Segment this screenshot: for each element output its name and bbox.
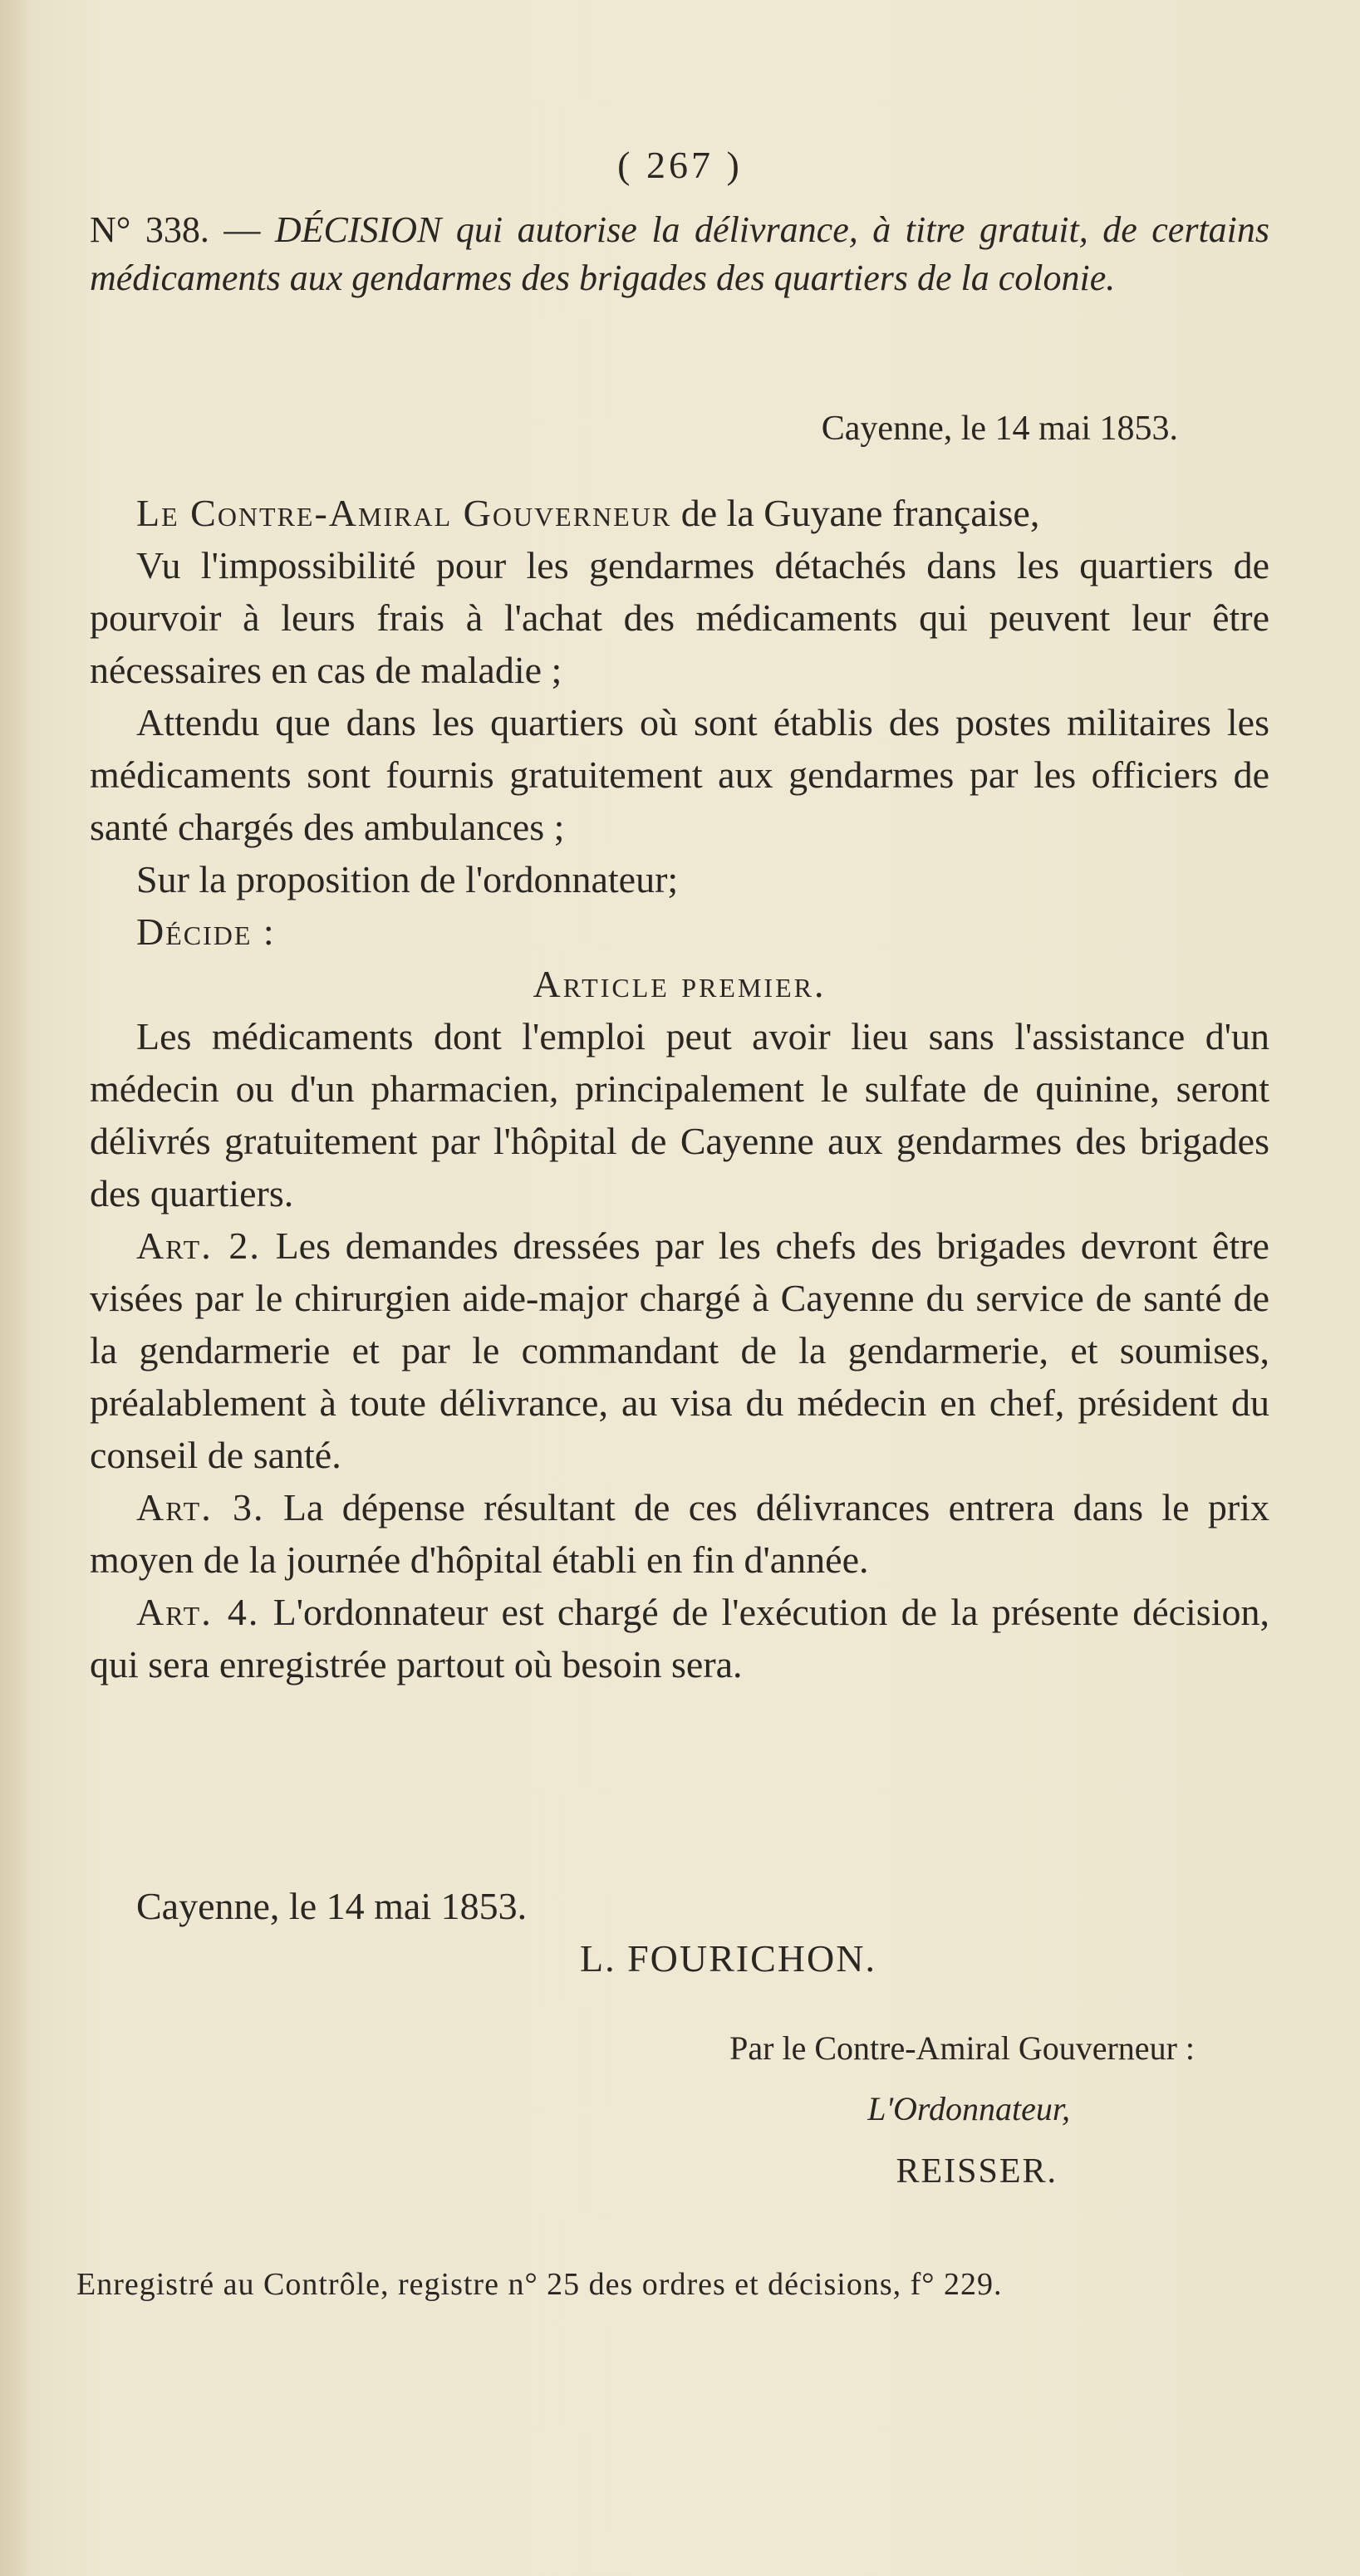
decision-body <box>90 487 1269 1690</box>
article-4 <box>90 1586 1269 1690</box>
considerant-2: Attendu que dans les quartiers où sont établis des postes militaires les médicaments sont fournis gratuitement aux gendarmes par les officiers de santé chargés des ambulances ; <box>90 701 1269 848</box>
article-heading: Article premier. <box>533 963 827 1005</box>
signatory-name: L. FOURICHON. <box>580 1937 876 1980</box>
decision-title-rest: qui autorise la délivrance, à titre gratuit, de certains médicaments aux gendarmes des brigades des quartiers de la colonie. <box>90 209 1270 298</box>
decision-title <box>90 206 1269 302</box>
article-4-text: L'ordonnateur est chargé de l'exécution de la présente décision, qui sera enregistrée partout où besoin sera. <box>90 1591 1269 1685</box>
authority-title: Le Contre-Amiral Gouverneur <box>136 492 672 534</box>
signature-block <box>90 1884 1269 1980</box>
signature-date: Cayenne, le 14 mai 1853. <box>136 1885 528 1927</box>
considerant-3: Sur la proposition de l'ordonnateur; <box>136 858 679 900</box>
countersign-preamble: Par le Contre-Amiral Gouverneur : <box>729 2029 1195 2067</box>
article-2-text: Les demandes dressées par les chefs des brigades devront être visées par le chirurgien aide-major chargé à Cayenne du service de santé de la gendarmerie et par le commandant de la gendarmerie, et soumises, préalablement à toute délivrance, au visa du médecin en chef, président du conseil de santé. <box>90 1224 1269 1476</box>
authority-line <box>90 487 1269 539</box>
decision-number: N° 338. — <box>90 209 261 250</box>
ordonnateur-title: L'Ordonnateur, <box>867 2090 1070 2127</box>
article-3 <box>90 1481 1269 1586</box>
binding-gutter <box>0 0 33 2576</box>
article-3-label: Art. 3. <box>136 1486 265 1528</box>
article-2 <box>90 1219 1269 1481</box>
article-2-label: Art. 2. <box>136 1224 261 1267</box>
page-number: ( 267 ) <box>617 144 743 186</box>
decide-label: Décide : <box>136 910 276 953</box>
countersign-name: REISSER. <box>896 2152 1058 2191</box>
considerant-1: Vu l'impossibilité pour les gendarmes détachés dans les quartiers de pourvoir à leurs frais à l'achat des médicaments qui peuvent leur être nécessaires en cas de maladie ; <box>90 544 1269 691</box>
article-3-text: La dépense résultant de ces délivrances entrera dans le prix moyen de la journée d'hôpital établi en fin d'année. <box>90 1486 1269 1581</box>
article-1: Les médicaments dont l'emploi peut avoir lieu sans l'assistance d'un médecin ou d'un pharmacien, principalement le sulfate de quinine, seront délivrés gratuitement par l'hôpital de Cayenne aux gendarmes des brigades des quartiers. <box>90 1015 1269 1214</box>
decision-title-lead: DÉCISION <box>274 209 442 250</box>
dateline: Cayenne, le 14 mai 1853. <box>821 410 1178 448</box>
article-4-label: Art. 4. <box>136 1591 260 1633</box>
registration-note: Enregistré au Contrôle, registre n° 25 des ordres et décisions, f° 229. <box>76 2267 1003 2302</box>
authority-rest: de la Guyane française, <box>671 492 1040 534</box>
